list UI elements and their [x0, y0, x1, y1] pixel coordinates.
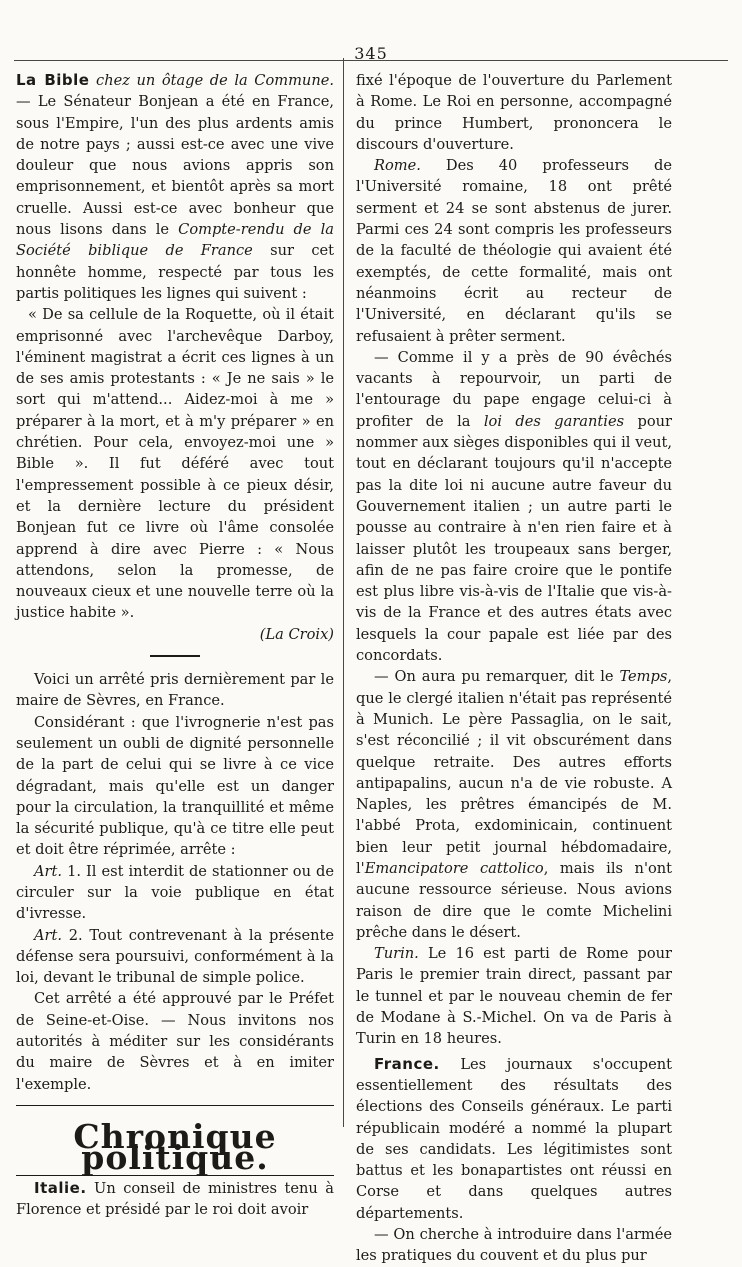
france-text: Les journaux s'occupent essentiellement des résultats des élections des Conseils généraux. Le parti républicain modéré a nommé la plupart de ses candidats. Les légitimistes sont battus et les bonapartistes ont réussi en Corse et dans quelques autres départements. — [356, 1055, 672, 1222]
art1-label: Art. — [34, 862, 63, 880]
bible-quote-block — [16, 304, 334, 623]
section-separator — [150, 655, 200, 657]
arrete-art1 — [16, 861, 334, 925]
france-paragraph — [356, 1054, 672, 1224]
eveches-paragraph — [356, 347, 672, 666]
art2-text: 2. Tout contrevenant à la présente défense sera poursuivi, conformément à la loi, devant le tribunal de simple police. — [16, 926, 334, 987]
temps-text-1: — On aura pu remarquer, dit le — [374, 668, 620, 686]
eveches-text-1: — Comme il y a près de 90 évêchés vacants à repourvoir, un parti de l'entourage du pape engage celui-ci à profiter de la — [356, 348, 672, 430]
bible-lead: La Bible — [16, 71, 90, 89]
art1-text: 1. Il est interdit de stationner ou de circuler sur la voie publique en état d'ivresse. — [16, 862, 334, 923]
temps-italic: Temps — [619, 668, 668, 686]
bible-paragraph — [16, 70, 334, 304]
arrete-closing: Cet arrêté a été approuvé par le Préfet de Seine-et-Oise. — Nous invitons nos autorités à méditer sur les considérants du maire de Sèvres et à en imiter l'exemple. — [16, 990, 334, 1093]
column-divider — [343, 58, 344, 1127]
eveches-text-2: pour nommer aux sièges disponibles qui il veut, tout en déclarant toujours qu'il n'accepte pas la dite loi ni aucune autre faveur du Gouvernement italien ; un autre parti le pousse au contraire à n'en rien faire et à laisser plutôt les troupeaux sans berger, afin de ne pas faire croire que le pontife est plus libre vis-à-vis de l'Italie que vis-à-vis de la France et des autres états avec lesquels la cour papale est liée par des concordats. — [356, 412, 672, 665]
bible-text-2: sur cet honnête homme, respecté par tous les partis politiques les lignes qui suivent : — [16, 242, 334, 302]
chronique-title: Chronique politique. — [73, 1116, 277, 1178]
temps-italic-2: Emancipatore cattolico — [364, 859, 544, 877]
turin-paragraph — [356, 943, 672, 1049]
rome-lead: Rome. — [374, 157, 421, 175]
temps-text-2: , que le clergé italien n'était pas représenté à Munich. Le père Passaglia, on le sait, s'est réconcilié ; il vit obscurément dans quelque retraite. Des autres efforts antipapalins, aucun n'a de vie robuste. A Naples, les prêtres émancipés de M. l'abbé Prota, exdominicain, continuent bien leur petit journal hébdomadaire, l' — [356, 668, 672, 877]
italie-paragraph — [16, 1178, 334, 1221]
rome-text: Des 40 professeurs de l'Université romaine, 18 ont prêté serment et 24 se sont abstenus de jurer. Parmi ces 24 sont compris les professeurs de la faculté de théologie qui avaient été exemptés, de cette formalité, mais ont néanmoins écrit au recteur de l'Université, en déclarant qu'ils se refusaient à prêter serment. — [356, 157, 672, 345]
arrete-considerant: Considérant : que l'ivrognerie n'est pas seulement un oubli de dignité personnelle de la part de celui qui se livre à ce vice dégradant, mais qu'elle est un danger pour la circulation, la tranquillité et même la sécurité publique, qu'à ce titre elle peut et doit être réprimée, arrête : — [16, 713, 334, 859]
turin-text: Le 16 est parti de Rome pour Paris le premier train direct, passant par le tunnel et par le nouveau chemin de fer de Modane à S.-Michel. On va de Paris à Turin en 18 heures. — [356, 945, 672, 1048]
chronique-rule — [16, 1105, 334, 1106]
left-column — [16, 70, 334, 1220]
bible-text-1: — Le Sénateur Bonjean a été en France, sous l'Empire, l'un des plus ardents amis de notre pays ; aussi est-ce avec une vive douleur que nous avions appris son emprisonnement, et bientôt après sa mort cruelle. Aussi est-ce avec bonheur que nous lisons dans le — [16, 93, 334, 239]
arrete-art2 — [16, 925, 334, 989]
bible-title: chez un ôtage de la Commune. — [96, 72, 334, 89]
eveches-italic: loi des garanties — [483, 412, 625, 430]
italie-lead: Italie. — [34, 1178, 87, 1197]
rome-paragraph — [356, 155, 672, 347]
right-column — [356, 70, 672, 1267]
arrete-intro: Voici un arrêté pris dernièrement par le maire de Sèvres, en France. — [16, 671, 334, 710]
turin-lead: Turin. — [374, 945, 419, 963]
temps-text-3: , mais ils n'ont aucune ressource sérieuse. Nous avions raison de dire que le comte Michelini prêche dans le désert. — [356, 859, 673, 941]
italie-text: Un conseil de ministres tenu à Florence et présidé par le roi doit avoir — [16, 1179, 334, 1218]
bible-quote: « De sa cellule de la Roquette, où il était emprisonné avec l'archevêque Darboy, l'éminent magistrat a écrit ces lignes à un de ses amis protestants : « Je ne sais » le sort qui m'attend... Aidez-moi à me » préparer à la mort, et à m'y préparer » en chrétien. Pour cela, envoyez-moi une » Bible ». Il fut déféré avec tout l'empressement possible à ce pieux désir, et la dernière lecture du président Bonjean fut ce livre où l'âme consolée apprend à dire avec Pierre : « Nous attendons, selon la promesse, de nouveaux cieux et une nouvelle terre où la justice habite ». — [16, 306, 334, 622]
temps-paragraph — [356, 666, 672, 943]
art2-label: Art. — [34, 926, 63, 944]
bible-source: Compte-rendu de la Société biblique de France — [16, 221, 334, 260]
header-rule — [14, 60, 728, 61]
italie-continuation: fixé l'époque de l'ouverture du Parlement à Rome. Le Roi en personne, accompagné du prince Humbert, prononcera le discours d'ouverture. — [356, 72, 672, 153]
france-lead: France. — [374, 1054, 440, 1073]
chronique-underline — [16, 1175, 334, 1176]
bible-attribution: (La Croix) — [259, 625, 334, 643]
armee-paragraph: — On cherche à introduire dans l'armée les pratiques du couvent et du plus pur — [356, 1226, 672, 1265]
page-number: 345 — [354, 44, 388, 63]
